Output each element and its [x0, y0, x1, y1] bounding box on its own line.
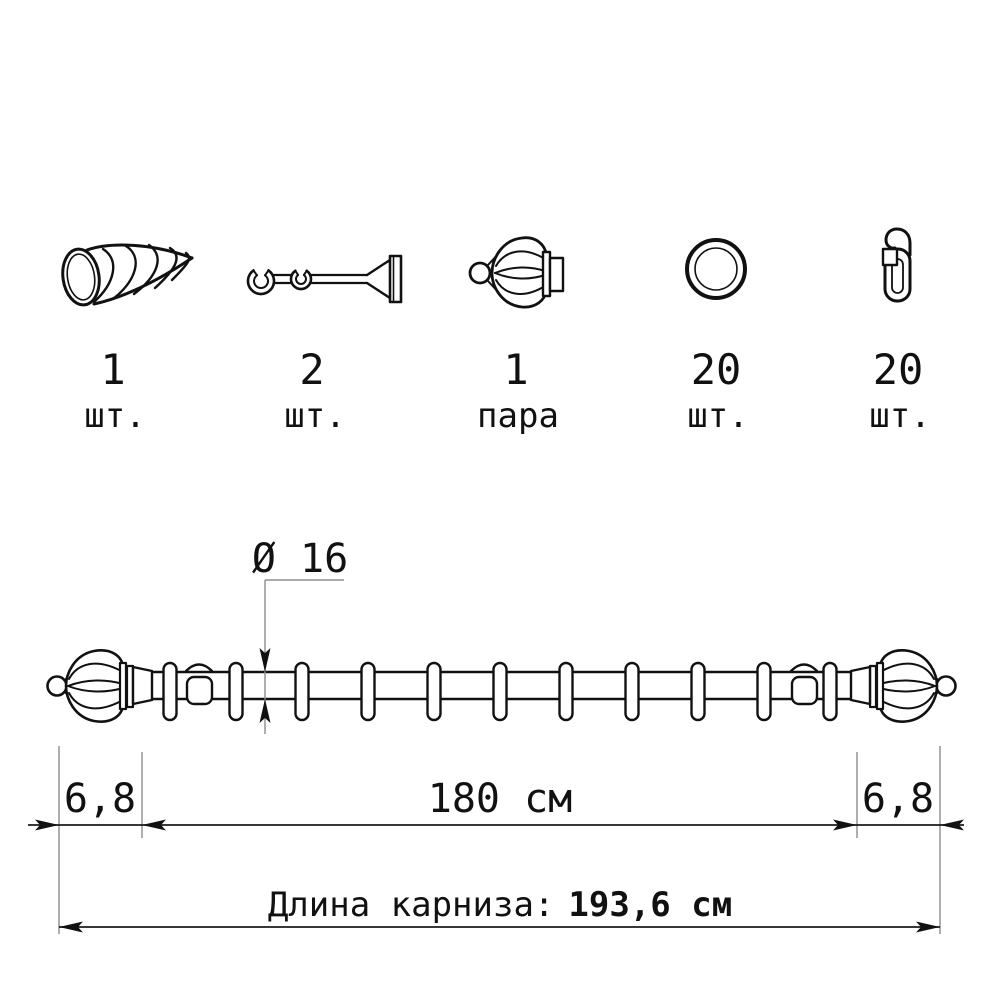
rod-length-value: 180 см	[427, 776, 573, 822]
rod-ring	[362, 663, 375, 720]
component-count: 1	[503, 345, 529, 394]
rod-ring	[494, 663, 507, 720]
rod-ring	[296, 663, 309, 720]
component-count: 1	[100, 345, 126, 394]
component-ring	[687, 240, 749, 436]
ring-icon	[687, 240, 745, 298]
twisted-rod-icon	[59, 245, 192, 307]
component-unit: шт.	[284, 396, 346, 436]
left-overhang-value: 6,8	[63, 776, 137, 822]
rod-ring	[626, 663, 639, 720]
components-legend	[59, 229, 930, 436]
component-hook	[869, 229, 930, 436]
rod-endcap-right	[851, 650, 956, 721]
rod-ring	[230, 663, 243, 720]
drapery-hook-icon	[883, 229, 910, 301]
rod-ring	[428, 663, 441, 720]
component-count: 2	[299, 345, 325, 394]
diameter-value: Ø 16	[251, 536, 349, 582]
rod-ring	[164, 663, 177, 720]
finial-ball	[48, 677, 67, 696]
rod-ring	[824, 663, 837, 720]
total-length-text	[268, 885, 732, 925]
bracket-left	[186, 665, 212, 705]
component-unit: шт.	[869, 396, 931, 436]
component-unit: шт.	[687, 396, 749, 436]
rod-ring	[692, 663, 705, 720]
rod-ring	[758, 663, 771, 720]
component-count: 20	[690, 345, 742, 394]
finial-flange	[120, 663, 126, 709]
bracket-right	[791, 665, 817, 705]
right-overhang-value: 6,8	[861, 776, 935, 822]
finial-onion	[66, 650, 123, 721]
wall-bracket-icon	[248, 256, 401, 302]
total-length-value: 193,6 см	[568, 885, 733, 925]
finial-icon	[470, 238, 563, 307]
component-rod	[59, 245, 192, 436]
component-bracket	[248, 256, 401, 436]
rod-collar	[133, 667, 152, 704]
rod-endcap-left	[48, 650, 153, 721]
component-unit: шт.	[84, 396, 146, 436]
total-length-dimension	[59, 885, 940, 933]
component-count: 20	[872, 345, 924, 394]
component-finial	[470, 238, 563, 436]
component-unit: пара	[477, 396, 559, 436]
assembled-rod-drawing	[48, 650, 956, 721]
rod-ring	[560, 663, 573, 720]
total-length-label: Длина карниза:	[267, 885, 555, 925]
